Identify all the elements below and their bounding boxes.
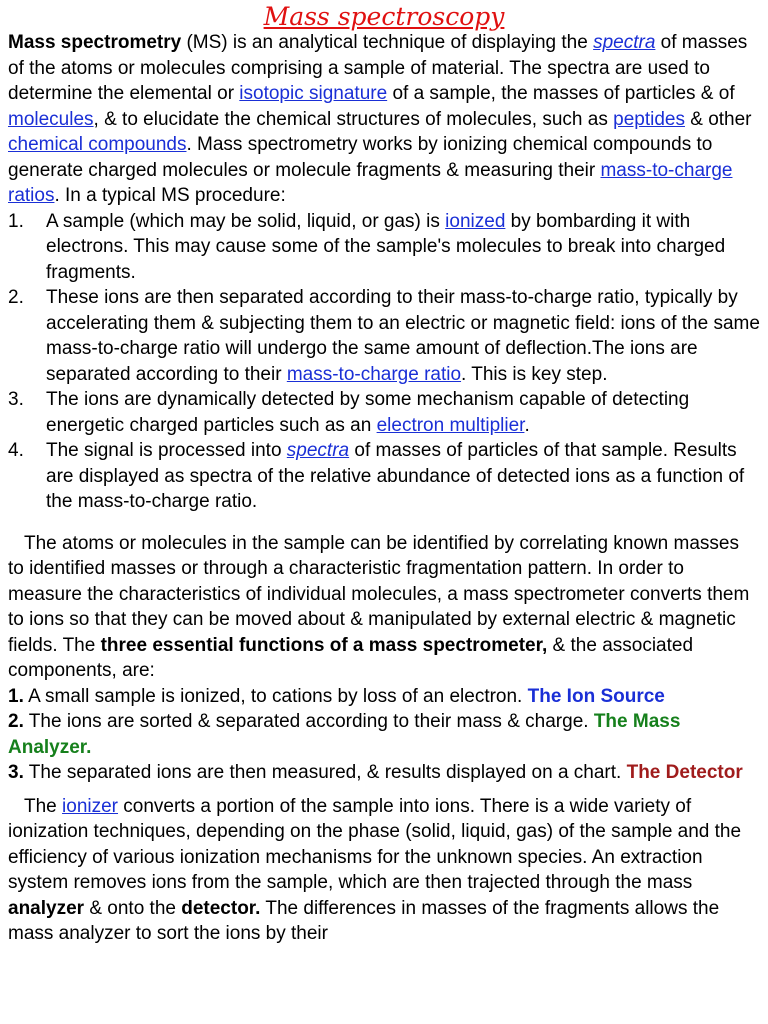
bold-detector: detector. — [181, 897, 261, 919]
term-mass-spectrometry: Mass spectrometry — [8, 32, 182, 53]
link-mass-to-charge-ratios[interactable]: mass-to-charge ratios — [8, 159, 733, 206]
ionizer-paragraph: The ionizer converts a portion of the sample into ions. There is a wide variety of ionization techniques, depending on the phase (solid, liquid, gas) of the sample and the efficiency of various ionization mechanisms for the unknown species. An extraction system removes ions from the sample, which are then trajected through the mass analyzer & onto the detector. The differences in masses of the fragments allows the mass analyzer to sort the ions by their — [8, 795, 742, 944]
link-chemical-compounds[interactable]: chemical compounds — [8, 134, 187, 155]
step-number: 4. — [8, 440, 24, 461]
function-number: 1. — [8, 685, 24, 707]
step-number: 2. — [8, 287, 24, 308]
bold-analyzer: analyzer — [8, 897, 85, 919]
step-item: 2. These ions are then separated according to their mass-to-charge ratio, typically by accelerating them & subjecting them to an electric or magnetic field: ions of the same mass-to-charge ratio will undergo the same amount of deflection.The ions are separated according to their mass-to-charge ratio. This is key step. — [8, 287, 760, 385]
link-ionizer[interactable]: ionizer — [62, 795, 119, 817]
link-spectra-step[interactable]: spectra — [286, 440, 350, 461]
spacer — [8, 786, 760, 794]
step-item: 1. A sample (which may be solid, liquid, or gas) is ionized by bombarding it with electrons. This may cause some of the sample's molecules to break into charged fragments. — [8, 210, 726, 283]
functions-paragraph: The atoms or molecules in the sample can be identified by correlating known masses to identified masses or through a characteristic fragmentation pattern. In order to measure the characteristics of individual molecules, a mass spectrometer converts them to ions so that they can be moved about & manipulated by external electric & magnetic fields. The three essential functions of a mass spectrometer, & the associated components, are: — [8, 532, 750, 681]
link-peptides[interactable]: peptides — [613, 108, 685, 130]
intro-paragraph: Mass spectrometry (MS) is an analytical technique of displaying the spectra of masses of the atoms or molecules comprising a sample of material. The spectra are used to determine the elemental or isotopic signature of a sample, the masses of particles & of molecules, & to elucidate the chemical structures of molecules, such as peptides & other chemical compounds. Mass spectrometry works by ionizing chemical compounds to generate charged molecules or molecule fragments & measuring their mass-to-charge ratios. In a typical MS procedure: — [8, 32, 752, 206]
function-number: 3. — [8, 762, 24, 783]
page-title: Mass spectroscopy — [263, 2, 505, 31]
link-spectra[interactable]: spectra — [593, 32, 656, 53]
link-isotopic-signature[interactable]: isotopic signature — [239, 83, 388, 104]
step-number: 3. — [8, 389, 24, 410]
step-number: 1. — [8, 210, 24, 232]
bold-three-functions: three essential functions of a mass spectrometer, — [100, 634, 548, 656]
link-mass-to-charge-ratio[interactable]: mass-to-charge ratio — [286, 363, 462, 385]
function-detector: 3. The separated ions are then measured, & results displayed on a chart. The Detector — [8, 762, 743, 783]
link-ionized[interactable]: ionized — [445, 210, 506, 232]
label-mass-analyzer: The Mass Analyzer. — [8, 711, 681, 758]
procedure-steps — [8, 209, 760, 515]
step-item: 4. The signal is processed into spectra of masses of particles of that sample. Results are displayed as spectra of the relative abundance of detected ions as a function of the mass-to-charge ratio. — [8, 440, 745, 512]
link-molecules[interactable]: molecules — [8, 108, 94, 130]
spacer — [8, 515, 760, 531]
function-number: 2. — [8, 711, 24, 732]
function-mass-analyzer: 2. The ions are sorted & separated according to their mass & charge. The Mass Analyzer. — [8, 711, 681, 758]
function-ion-source: 1. A small sample is ionized, to cations by loss of an electron. The Ion Source — [8, 685, 665, 707]
label-ion-source: The Ion Source — [527, 685, 665, 707]
step-item: 3. The ions are dynamically detected by some mechanism capable of detecting energetic charged particles such as an electron multiplier. — [8, 389, 690, 436]
label-detector: The Detector — [626, 762, 743, 783]
link-electron-multiplier[interactable]: electron multiplier — [376, 414, 525, 436]
